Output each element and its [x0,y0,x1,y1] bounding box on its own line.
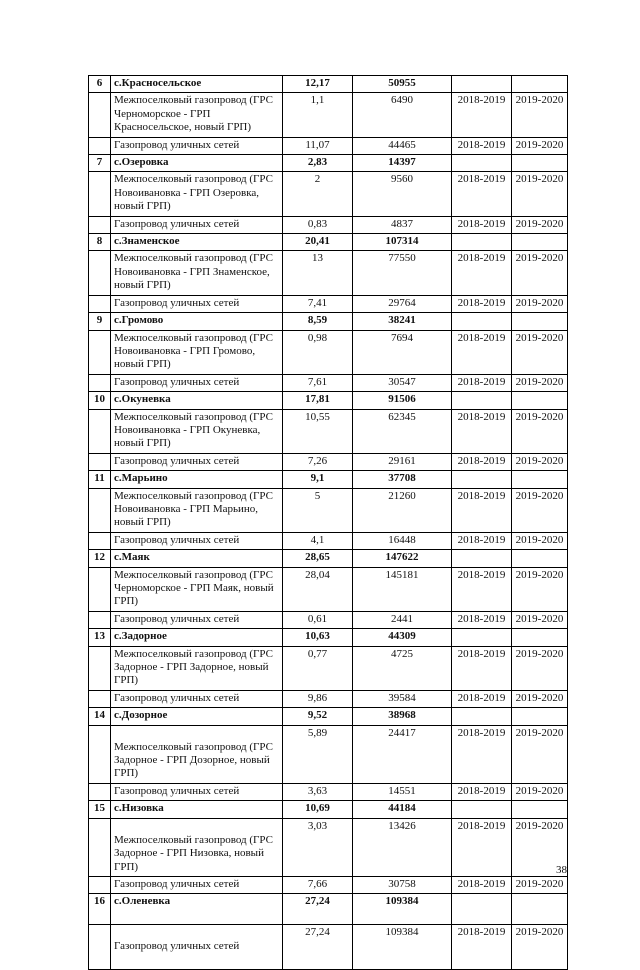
row-name: Газопровод уличных сетей [111,453,283,470]
row-name: с.Маяк [111,550,283,567]
row-length: 27,24 [283,925,353,970]
row-length: 28,65 [283,550,353,567]
row-name: Межпоселковый газопровод (ГРС Новоивановка - ГРП Марьино, новый ГРП) [111,488,283,532]
row-cost: 30547 [353,374,452,391]
row-number: 14 [89,708,111,725]
table-row [89,409,568,453]
row-period-1: 2018-2019 [452,488,512,532]
row-name: Газопровод уличных сетей [111,295,283,312]
row-period-1: 2018-2019 [452,876,512,893]
row-length: 10,63 [283,629,353,646]
row-period-1 [452,550,512,567]
row-period-1 [452,801,512,818]
row-period-2 [512,76,568,93]
village-row [89,708,568,725]
row-number [89,137,111,154]
row-period-1: 2018-2019 [452,216,512,233]
row-number [89,725,111,783]
row-period-1 [452,76,512,93]
row-number [89,818,111,876]
row-period-2 [512,894,568,925]
row-period-2: 2019-2020 [512,216,568,233]
row-name: Газопровод уличных сетей [111,783,283,800]
row-period-2: 2019-2020 [512,295,568,312]
row-length: 13 [283,251,353,295]
row-period-1 [452,313,512,330]
table-row [89,646,568,690]
row-cost: 4837 [353,216,452,233]
row-period-1: 2018-2019 [452,725,512,783]
row-period-2: 2019-2020 [512,409,568,453]
row-number: 13 [89,629,111,646]
row-name: Межпоселковый газопровод (ГРС Новоивановка - ГРП Окуневка, новый ГРП) [111,409,283,453]
row-length: 4,1 [283,532,353,549]
row-cost: 29764 [353,295,452,312]
row-length: 10,55 [283,409,353,453]
row-cost: 38968 [353,708,452,725]
row-cost: 24417 [353,725,452,783]
row-period-2: 2019-2020 [512,251,568,295]
row-name: Межпоселковый газопровод (ГРС Задорное - ГРП Низовка, новый ГРП) [111,818,283,876]
row-period-2: 2019-2020 [512,567,568,611]
row-name: Межпоселковый газопровод (ГРС Задорное - ГРП Задорное, новый ГРП) [111,646,283,690]
row-period-1: 2018-2019 [452,374,512,391]
row-cost: 14551 [353,783,452,800]
row-name: Газопровод уличных сетей [111,374,283,391]
village-row [89,801,568,818]
row-cost: 50955 [353,76,452,93]
row-name: Межпоселковый газопровод (ГРС Новоивановка - ГРП Озеровка, новый ГРП) [111,172,283,216]
table-row [89,488,568,532]
row-period-1: 2018-2019 [452,453,512,470]
row-length: 0,77 [283,646,353,690]
row-period-1: 2018-2019 [452,172,512,216]
row-length: 7,26 [283,453,353,470]
row-number [89,330,111,374]
row-period-2 [512,471,568,488]
row-length: 2 [283,172,353,216]
row-cost: 16448 [353,532,452,549]
row-name: Газопровод уличных сетей [111,532,283,549]
row-period-1: 2018-2019 [452,409,512,453]
row-period-1 [452,471,512,488]
row-number [89,876,111,893]
row-period-2: 2019-2020 [512,611,568,628]
row-number: 10 [89,392,111,409]
row-period-1: 2018-2019 [452,93,512,137]
row-period-2: 2019-2020 [512,725,568,783]
row-cost: 13426 [353,818,452,876]
row-number [89,251,111,295]
row-name: Газопровод уличных сетей [111,137,283,154]
row-number: 8 [89,234,111,251]
row-length: 5 [283,488,353,532]
table-row [89,725,568,783]
page-number: 38 [556,864,567,876]
row-length: 9,1 [283,471,353,488]
row-length: 3,03 [283,818,353,876]
table-row [89,876,568,893]
row-name: с.Озеровка [111,155,283,172]
row-length: 28,04 [283,567,353,611]
row-length: 3,63 [283,783,353,800]
row-period-1: 2018-2019 [452,532,512,549]
row-number [89,532,111,549]
row-name: Межпоселковый газопровод (ГРС Новоивановка - ГРП Знаменское, новый ГРП) [111,251,283,295]
row-number [89,646,111,690]
row-cost: 2441 [353,611,452,628]
village-row [89,550,568,567]
row-length: 17,81 [283,392,353,409]
row-number: 15 [89,801,111,818]
village-row [89,894,568,925]
row-number [89,374,111,391]
row-period-2: 2019-2020 [512,818,568,876]
row-length: 2,83 [283,155,353,172]
row-length: 7,61 [283,374,353,391]
row-length: 27,24 [283,894,353,925]
row-name: с.Знаменское [111,234,283,251]
table-row [89,453,568,470]
row-period-2 [512,801,568,818]
row-length: 7,66 [283,876,353,893]
table-row [89,330,568,374]
row-number [89,925,111,970]
row-name: с.Марьино [111,471,283,488]
row-cost: 147622 [353,550,452,567]
row-name: с.Окуневка [111,392,283,409]
table-row [89,93,568,137]
row-cost: 37708 [353,471,452,488]
row-name: Газопровод уличных сетей [111,690,283,707]
row-period-2: 2019-2020 [512,172,568,216]
row-number [89,409,111,453]
row-length: 0,98 [283,330,353,374]
row-name: с.Оленевка [111,894,283,925]
table-row [89,137,568,154]
row-cost: 109384 [353,925,452,970]
row-period-2 [512,550,568,567]
row-period-2: 2019-2020 [512,488,568,532]
row-cost: 107314 [353,234,452,251]
row-number [89,611,111,628]
row-period-1: 2018-2019 [452,783,512,800]
row-name: с.Громово [111,313,283,330]
row-name: с.Задорное [111,629,283,646]
row-period-2: 2019-2020 [512,137,568,154]
row-length: 9,52 [283,708,353,725]
row-number: 16 [89,894,111,925]
row-period-1: 2018-2019 [452,818,512,876]
row-cost: 145181 [353,567,452,611]
row-period-1: 2018-2019 [452,611,512,628]
row-number [89,453,111,470]
row-cost: 4725 [353,646,452,690]
row-number: 11 [89,471,111,488]
gas-program-table-wrap [88,75,567,970]
row-length: 7,41 [283,295,353,312]
row-cost: 6490 [353,93,452,137]
row-period-2 [512,629,568,646]
row-period-1: 2018-2019 [452,567,512,611]
table-row [89,690,568,707]
row-cost: 62345 [353,409,452,453]
row-name: с.Низовка [111,801,283,818]
table-row [89,374,568,391]
row-period-2: 2019-2020 [512,925,568,970]
gas-table-body [89,76,568,970]
row-period-1: 2018-2019 [452,646,512,690]
row-cost: 38241 [353,313,452,330]
row-number [89,172,111,216]
row-period-1: 2018-2019 [452,137,512,154]
row-length: 0,83 [283,216,353,233]
row-period-2: 2019-2020 [512,330,568,374]
row-period-1 [452,894,512,925]
row-period-1 [452,708,512,725]
row-period-1 [452,629,512,646]
row-name: с.Дозорное [111,708,283,725]
row-period-1 [452,392,512,409]
row-period-2: 2019-2020 [512,453,568,470]
row-number [89,690,111,707]
row-name: Межпоселковый газопровод (ГРС Черноморское - ГРП Маяк, новый ГРП) [111,567,283,611]
table-row [89,783,568,800]
row-length: 5,89 [283,725,353,783]
row-length: 10,69 [283,801,353,818]
row-period-2: 2019-2020 [512,876,568,893]
row-cost: 44465 [353,137,452,154]
village-row [89,629,568,646]
table-row [89,611,568,628]
village-row [89,234,568,251]
row-name: с.Красносельское [111,76,283,93]
row-cost: 7694 [353,330,452,374]
gas-table [88,75,568,970]
row-period-1: 2018-2019 [452,295,512,312]
row-period-2 [512,234,568,251]
row-cost: 29161 [353,453,452,470]
row-length: 8,59 [283,313,353,330]
row-number [89,783,111,800]
row-number: 9 [89,313,111,330]
row-length: 11,07 [283,137,353,154]
row-name: Газопровод уличных сетей [111,876,283,893]
row-number [89,567,111,611]
row-length: 1,1 [283,93,353,137]
village-row [89,155,568,172]
table-row [89,925,568,970]
row-period-2: 2019-2020 [512,646,568,690]
table-row [89,532,568,549]
row-name: Межпоселковый газопровод (ГРС Черноморское - ГРП Красносельское, новый ГРП) [111,93,283,137]
table-row [89,818,568,876]
row-period-1: 2018-2019 [452,330,512,374]
row-name: Газопровод уличных сетей [111,216,283,233]
row-cost: 91506 [353,392,452,409]
row-period-1: 2018-2019 [452,925,512,970]
table-row [89,216,568,233]
row-name: Межпоселковый газопровод (ГРС Новоивановка - ГРП Громово, новый ГРП) [111,330,283,374]
row-number [89,93,111,137]
row-period-1: 2018-2019 [452,690,512,707]
row-cost: 30758 [353,876,452,893]
row-number [89,216,111,233]
row-period-2 [512,155,568,172]
row-cost: 39584 [353,690,452,707]
row-cost: 109384 [353,894,452,925]
row-period-2: 2019-2020 [512,783,568,800]
row-cost: 44309 [353,629,452,646]
row-name: Межпоселковый газопровод (ГРС Задорное - ГРП Дозорное, новый ГРП) [111,725,283,783]
village-row [89,392,568,409]
row-name: Газопровод уличных сетей [111,611,283,628]
row-period-2 [512,313,568,330]
row-period-2 [512,392,568,409]
table-row [89,172,568,216]
row-cost: 21260 [353,488,452,532]
row-cost: 44184 [353,801,452,818]
row-length: 20,41 [283,234,353,251]
row-period-1 [452,155,512,172]
row-period-2: 2019-2020 [512,374,568,391]
row-length: 9,86 [283,690,353,707]
row-length: 0,61 [283,611,353,628]
village-row [89,471,568,488]
row-name: Газопровод уличных сетей [111,925,283,970]
table-row [89,295,568,312]
row-number [89,295,111,312]
row-period-1: 2018-2019 [452,251,512,295]
row-number: 7 [89,155,111,172]
row-period-2: 2019-2020 [512,93,568,137]
row-length: 12,17 [283,76,353,93]
village-row [89,313,568,330]
row-number [89,488,111,532]
row-period-2: 2019-2020 [512,532,568,549]
table-row [89,567,568,611]
row-number: 6 [89,76,111,93]
row-number: 12 [89,550,111,567]
row-period-1 [452,234,512,251]
village-row [89,76,568,93]
row-period-2 [512,708,568,725]
row-cost: 14397 [353,155,452,172]
row-cost: 77550 [353,251,452,295]
row-cost: 9560 [353,172,452,216]
table-row [89,251,568,295]
row-period-2: 2019-2020 [512,690,568,707]
